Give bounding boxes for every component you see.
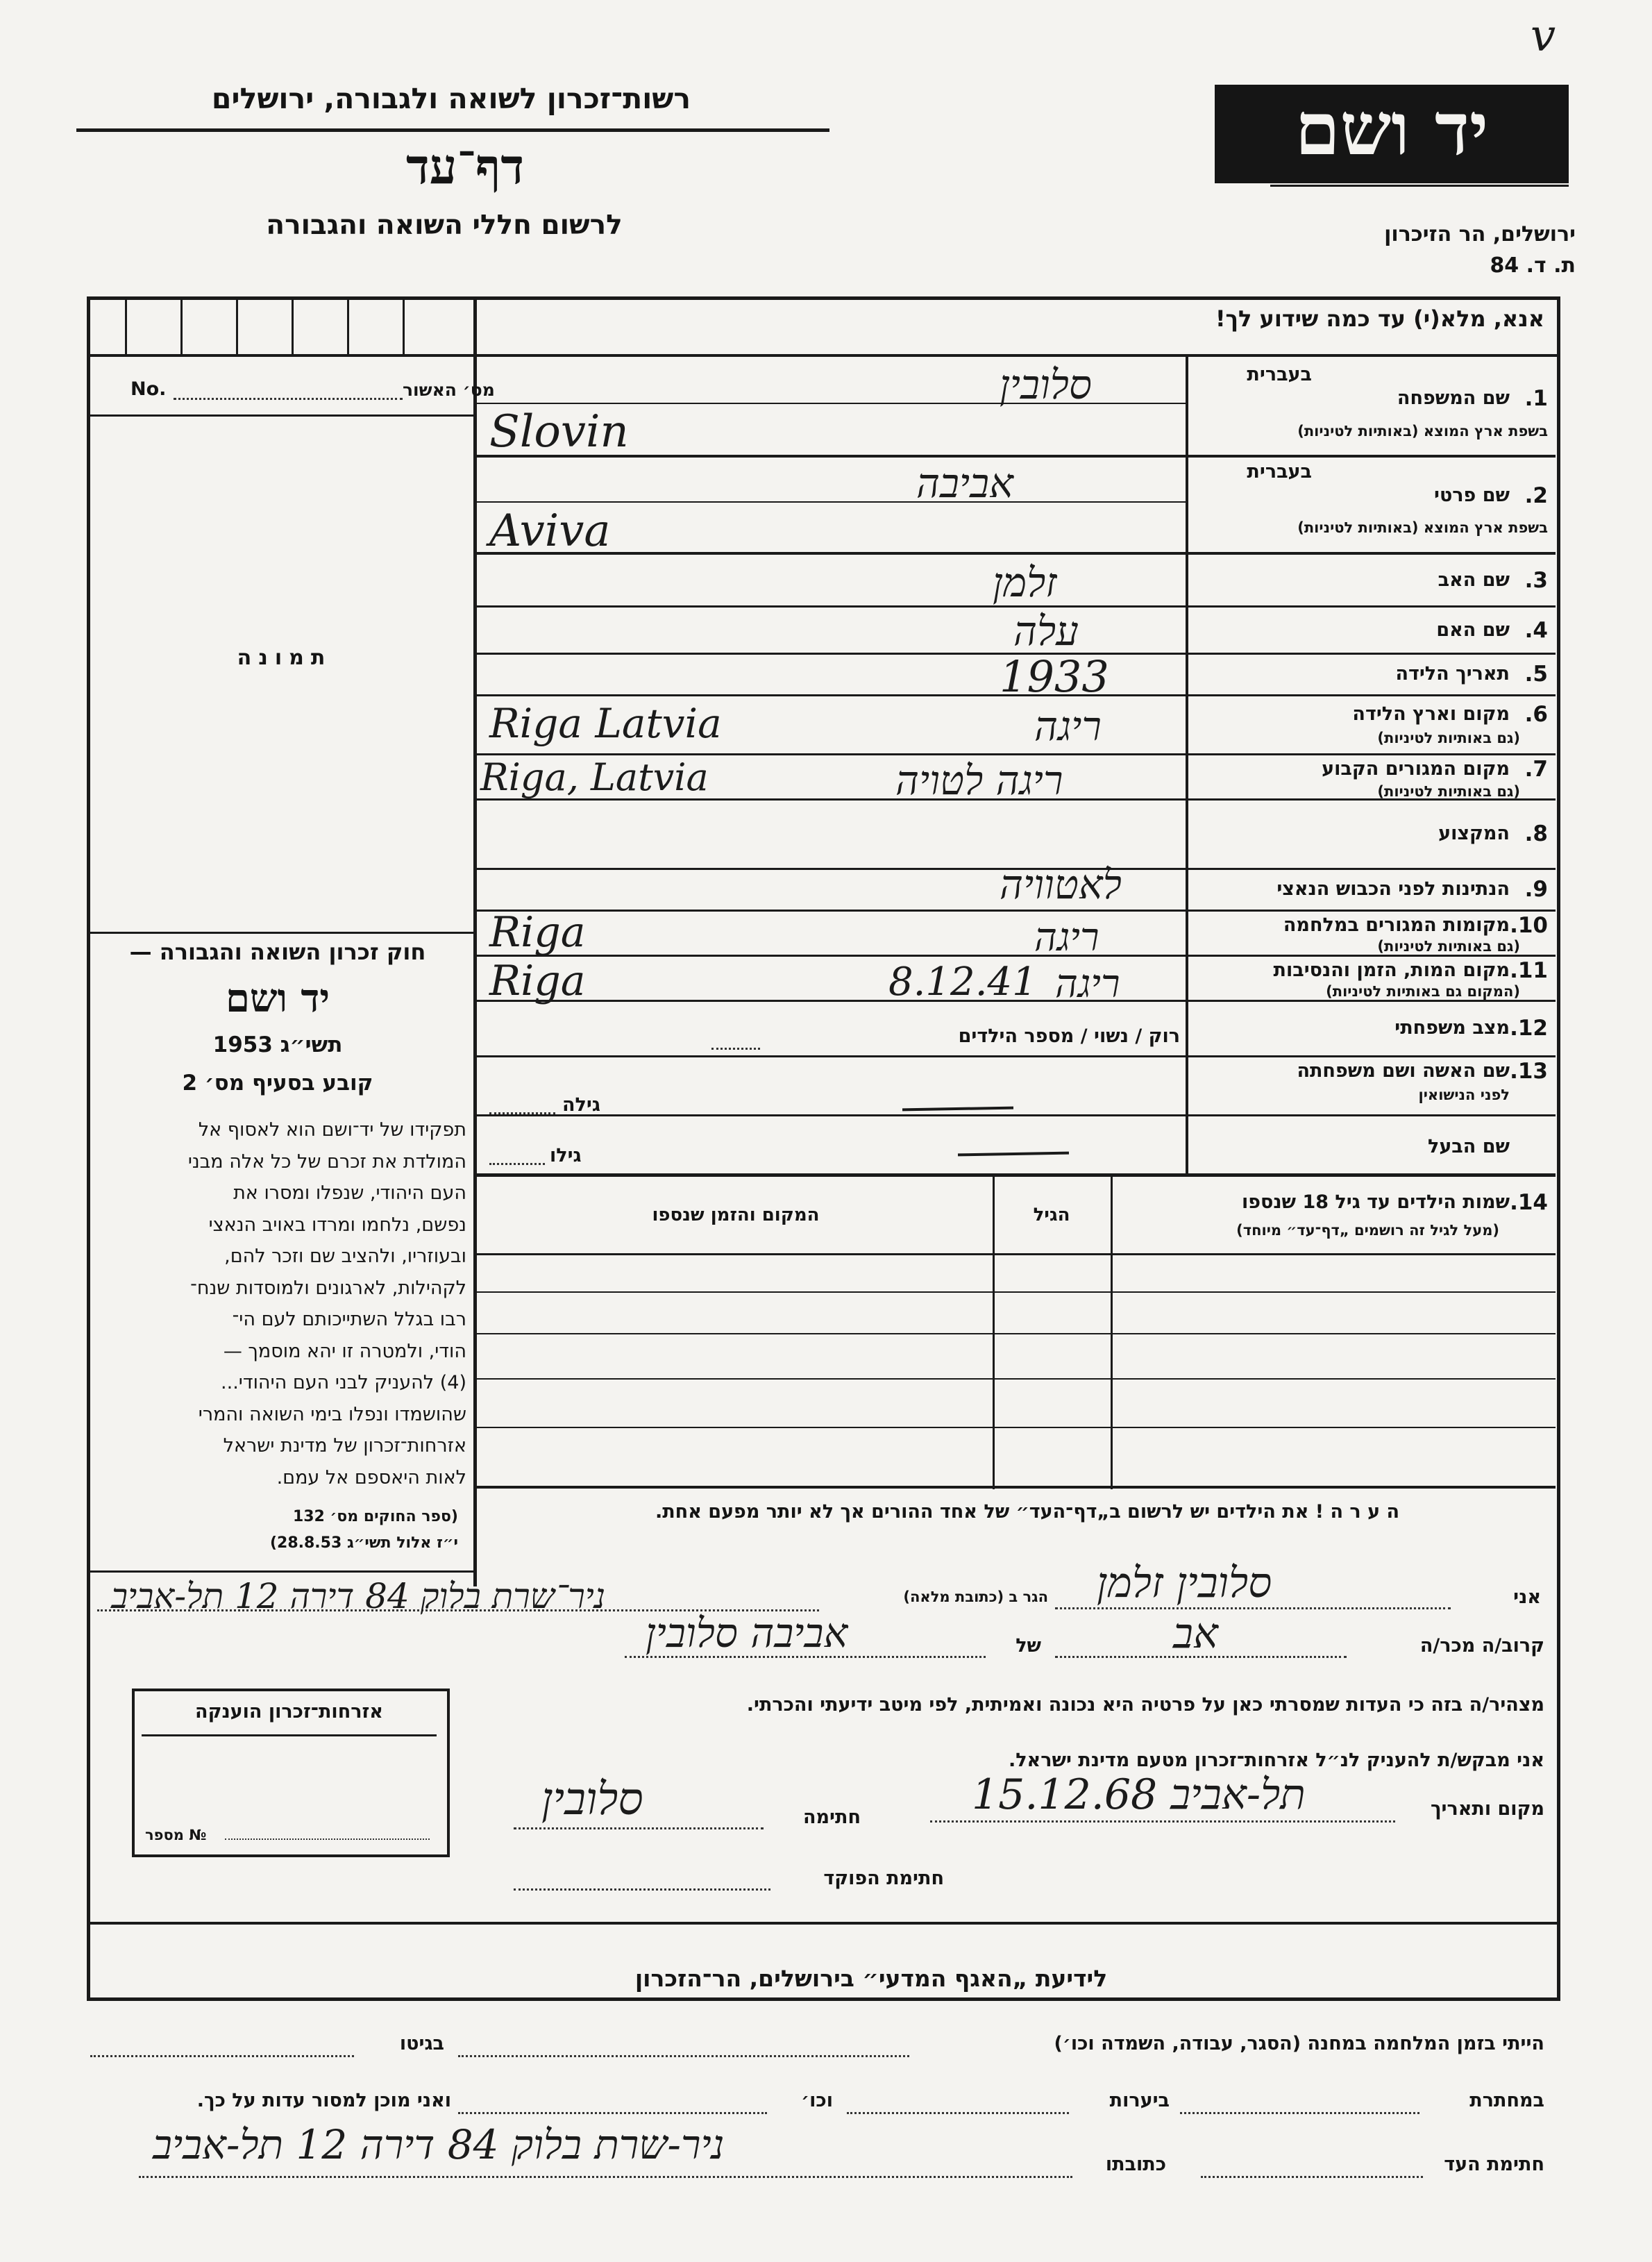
birthplace-hebrew[interactable]: ריגה [1034, 703, 1102, 750]
field-6-label: 6. מקום וארץ הלידה (גם באותיות לטיניות) [1352, 702, 1548, 746]
field-8-label: 8. המקצוע [1438, 821, 1548, 846]
law-line: רבו בגלל השתייכותם לעם הי־ [232, 1309, 466, 1330]
citizenship-title: אזרחות־זכרון הוענקה [195, 1701, 383, 1723]
law-line: העם היהודי, שנפלו ומסרו את [233, 1182, 466, 1204]
law-line: שהושמדו ונפלו בימי השואה והמרי [198, 1403, 466, 1425]
marital-status-field[interactable] [486, 1024, 1180, 1055]
relation-value[interactable]: אב [1173, 1609, 1218, 1658]
footer-underground: במחתרת [1469, 2090, 1544, 2111]
law-year: תשי״ג 1953 [212, 1032, 343, 1057]
citizenship-request: אני מבקש/ת להעניק לנ״ל אזרחות־זכרון מטעם מדינת ישראל. [1008, 1750, 1544, 1771]
field-2-label: בעברית 2. שם פרטי בשפת ארץ המוצא (באותיות לטיניות) [1247, 461, 1548, 536]
witness-address-value[interactable]: ניר-שרת בלוק 84 דירה 12 תל-אביב [153, 2121, 725, 2168]
law-line: תפקידו של יד־ושם הוא לאסוף אל [198, 1119, 466, 1141]
field-1-label: בעברית 1. שם המשפחה בשפת ארץ המוצא (באותיות לטיניות) [1247, 364, 1548, 439]
law-line: ובעוזריו, ולהציב שם וזכר להם, [224, 1246, 466, 1267]
death-place-latin[interactable]: Riga [489, 957, 586, 1005]
declaration-statement: מצהיר/ה בזה כי העדות שמסרתי כאן על פרטיה היא נכונה ואמיתית, לפי מיטב ידיעתי והכרתי. [746, 1694, 1544, 1716]
law-source-1: (ספר החוקים מס׳ 132 [292, 1508, 458, 1525]
family-name-latin[interactable]: Slovin [489, 406, 629, 458]
first-name-hebrew[interactable]: אביבה [916, 460, 1013, 507]
wartime-residence-hebrew[interactable]: ריגה [1034, 915, 1099, 960]
law-line: הודי, ולמטרה זו יהא מוסמך — [223, 1340, 466, 1362]
husband-age-label: גילו [550, 1145, 582, 1166]
deceased-name-ref[interactable]: אביבה סלובין [646, 1609, 848, 1657]
residence-latin[interactable]: Riga, Latvia [480, 755, 709, 799]
wife-age-label: גילה [562, 1094, 600, 1116]
witness-address-label: כתובתו [1105, 2154, 1166, 2175]
place-date-label: מקום ותאריך [1430, 1798, 1544, 1820]
footer-ghetto: בגיטו [399, 2033, 444, 2054]
law-line: לקהילות, לארגונים ולמוסדות שנח־ [190, 1277, 466, 1299]
marital-options: רוק / נשוי / מספר הילדים [958, 1025, 1180, 1047]
approval-number-field[interactable] [97, 371, 495, 413]
law-clause: קובע בסעיף מס׳ 2 [182, 1071, 373, 1096]
residence-hebrew[interactable]: ריגה לטויה [895, 757, 1063, 804]
wife-age-field[interactable] [486, 1090, 1180, 1118]
witness-sig-label: חתימת העד [1444, 2154, 1544, 2175]
declarant-signature[interactable]: סלובין [541, 1774, 643, 1825]
citizenship-number-label: № מספר [145, 1827, 207, 1843]
law-source-2: י״ז אלול תשי״ג 28.8.53) [269, 1534, 458, 1552]
law-line: המולדת את זכרם של כל אלה מבני [187, 1150, 466, 1173]
field-4-label: 4. שם האם [1436, 618, 1548, 643]
husband-age-field[interactable] [486, 1141, 1180, 1168]
col-age-header: הגיל [1033, 1205, 1070, 1225]
footer-title: לידיעת „האגף המדעי״ בירושלים, הר־הזכרון [634, 1965, 1108, 1992]
field-11-label: 11. מקום המות, הזמן והנסיבות (המקום גם באותיות לטיניות) [1273, 958, 1548, 1000]
form-title: דף־עד [405, 137, 524, 195]
footer-etc: וכו׳ [801, 2090, 833, 2111]
field-7-label: 7. מקום המגורים הקבוע (גם באותיות לטיניות) [1322, 757, 1548, 800]
signature-label: חתימה [802, 1807, 861, 1828]
field-14-label: 14. שמות הילדים עד גיל 18 שנספו (מעל לגיל זה רושמים „דף־עד״ מיוחד) [1236, 1190, 1548, 1239]
field-10-label: 10. מקומות המגורים במלחמה (גם באותיות לטיניות) [1283, 913, 1548, 955]
pobox-text: ת. ד. 84 [1490, 253, 1576, 278]
approval-no-prefix: No. [130, 378, 167, 400]
field-13-label: 13. שם האשה ושם משפחתה לפני הנישואין [1297, 1059, 1548, 1103]
logo-text: יד ושם [1295, 86, 1489, 171]
law-line: נפשם, נלחמו ומרדו באויב הנאצי [208, 1214, 466, 1236]
address-text: ירושלים, הר הזיכרון [1384, 222, 1576, 246]
death-place-hebrew[interactable]: ריגה [1055, 962, 1120, 1007]
law-line: אזרחות־זכרון של מדינת ישראל [223, 1435, 466, 1457]
check-mark: v [1531, 10, 1556, 62]
family-name-hebrew[interactable]: סלובין [1000, 361, 1092, 408]
resides-label: הגר ב (כתובת מלאה) [903, 1589, 1048, 1605]
footer-forests: ביערות [1109, 2090, 1170, 2111]
officer-sig-label: חתימת הפוקד [823, 1868, 944, 1889]
father-name[interactable]: זלמן [993, 559, 1057, 606]
footer-line1-a: הייתי בזמן המלחמה במחנה (הסגר, עבודה, השמדה וכו׳) [1054, 2033, 1544, 2054]
form-subtitle: לרשום חללי השואה והגבורה [266, 210, 623, 241]
mother-name[interactable]: עלה [1013, 608, 1079, 655]
authority-name: רשות־זכרון לשואה ולגבורה, ירושלים [211, 82, 691, 115]
law-text [104, 1114, 466, 1493]
law-line: לאות היאספם אל עמם. [276, 1466, 466, 1489]
wartime-residence-latin[interactable]: Riga [489, 908, 586, 957]
birthplace-latin[interactable]: Riga Latvia [489, 700, 722, 747]
citizenship-box [132, 1689, 450, 1857]
approval-label: מס׳ האשור [403, 380, 495, 400]
nationality-value[interactable]: לאטוויה [1000, 861, 1122, 908]
field-3-label: 3. שם האב [1438, 568, 1548, 593]
declarant-address[interactable]: ניר־שרת בלוק 84 דירה 12 תל-אביב [111, 1576, 606, 1616]
footer-willing: ואני מוכן למסור עדות על כך. [196, 2090, 451, 2111]
law-line: (4) להעניק לבני העם היהודי... [221, 1372, 466, 1393]
husband-name-label: שם הבעל [1427, 1136, 1510, 1157]
relative-label: קרוב/ה מכר/ה [1419, 1635, 1544, 1657]
of-label: של [1015, 1635, 1041, 1657]
intro-text: אנא, מלא(י) עד כמה שידוע לך! [1215, 305, 1544, 332]
death-date[interactable]: 8.12.41 [888, 960, 1037, 1005]
first-name-latin[interactable]: Aviva [489, 505, 611, 557]
field-5-label: 5. תאריך הלידה [1395, 662, 1548, 687]
declarant-name[interactable]: סלובין זלמן [1097, 1559, 1272, 1607]
photo-label: תמונה [237, 646, 332, 670]
place-date-value[interactable]: תל-אביב 15.12.68 [972, 1770, 1306, 1819]
field-9-label: 9. הנתינות לפני הכבוש הנאצי [1276, 877, 1548, 902]
law-name: יד ושם [225, 975, 330, 1021]
law-title: חוק זכרון השואה והגבורה — [129, 939, 426, 965]
birth-date[interactable]: 1933 [1000, 651, 1109, 702]
children-note: ה ע ר ה ! את הילדים יש לרשום ב„דף־העד״ של אחד ההורים אך לא יותר מפעם אחת. [655, 1501, 1400, 1523]
i-label: אני [1513, 1586, 1541, 1608]
col-place-header: המקום והזמן שנספו [652, 1205, 820, 1225]
yad-vashem-logo [1215, 85, 1569, 183]
field-12-label: 12. מצב משפחתי [1394, 1016, 1548, 1041]
